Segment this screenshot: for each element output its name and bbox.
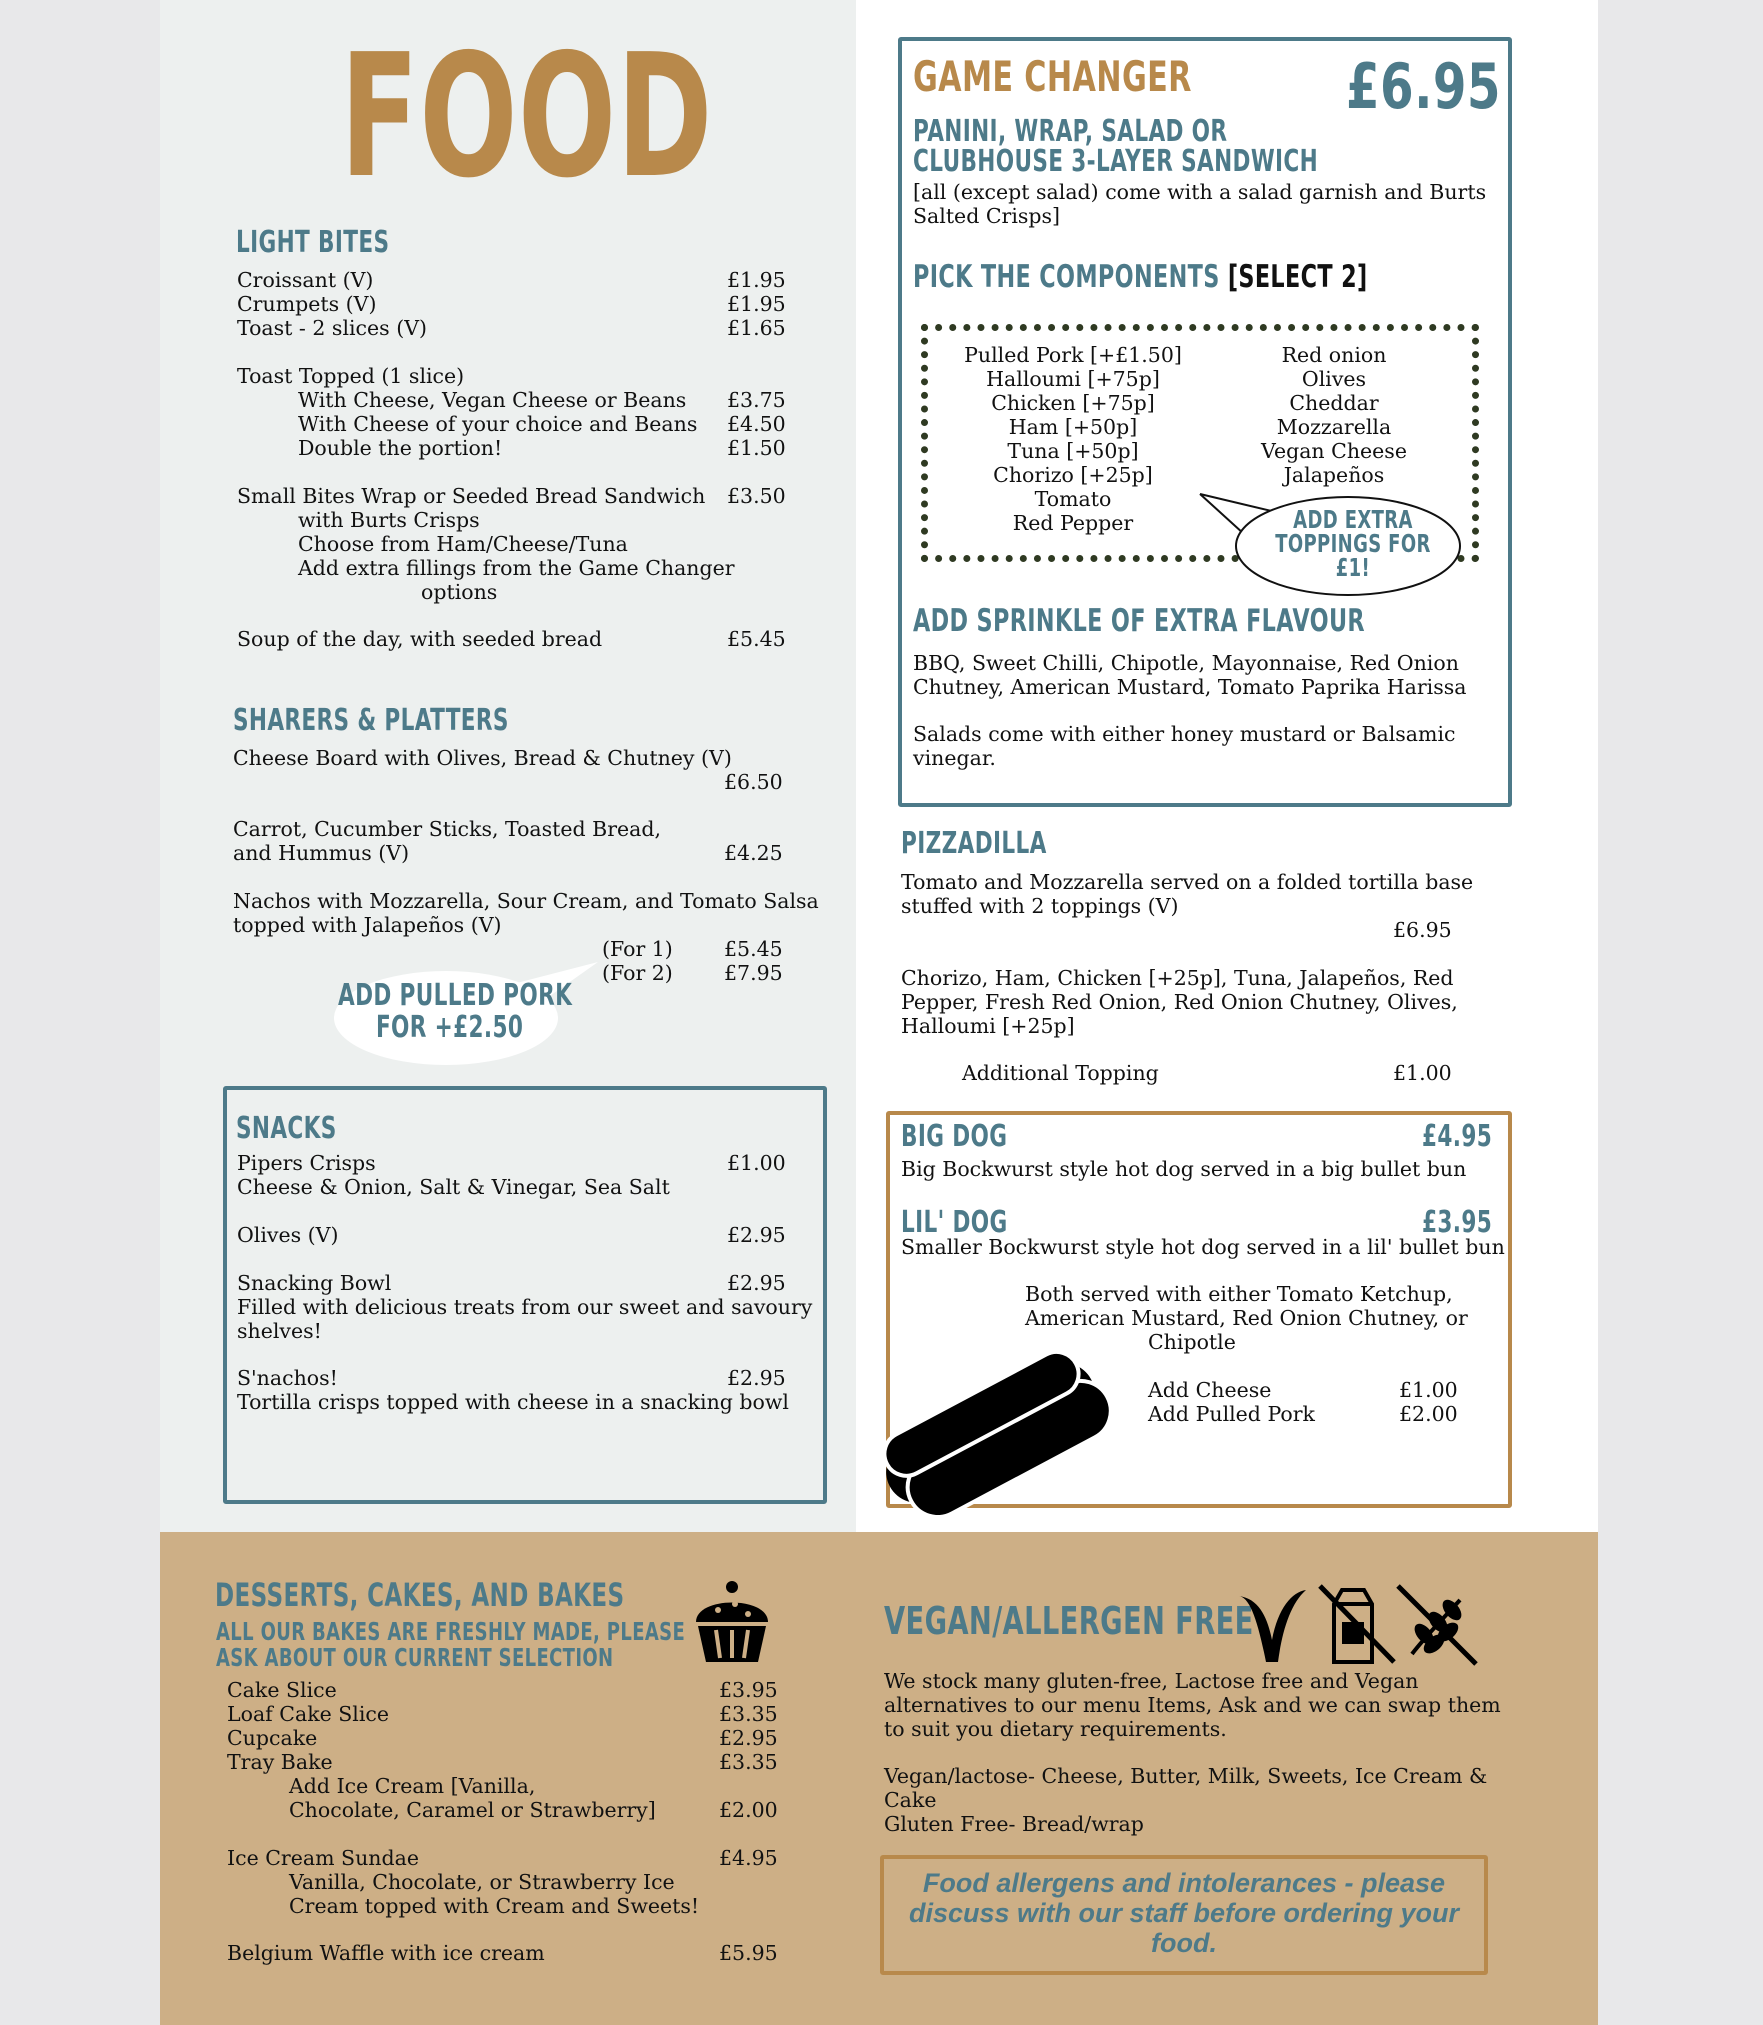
waffle: Belgium Waffle with ice cream (227, 1941, 545, 1965)
pick-label: PICK THE COMPONENTS (913, 259, 1220, 295)
price: £1.95 (727, 268, 786, 292)
small-bites-line: with Burts Crisps (298, 508, 480, 532)
add-ice-cream: Chocolate, Caramel or Strawberry] (289, 1798, 656, 1822)
small-bites-line: Choose from Ham/Cheese/Tuna (298, 532, 628, 556)
price: £2.95 (727, 1223, 786, 1247)
component-item: Olives (1301, 367, 1367, 391)
sprinkle-text: BBQ, Sweet Chilli, Chipotle, Mayonnaise, Red Onion (913, 651, 1459, 675)
pizzadilla-toppings: Pepper, Fresh Red Onion, Red Onion Chutney, Olives, (901, 990, 1458, 1014)
list-item: Loaf Cake Slice (227, 1702, 390, 1726)
list-item: With Cheese, Vegan Cheese or Beans (298, 388, 687, 412)
served-with: Both served with either Tomato Ketchup, (1025, 1282, 1453, 1306)
game-changer-note: [all (except salad) come with a salad garnish and Burts (913, 180, 1487, 204)
small-bites-line: Add extra fillings from the Game Changer (298, 556, 735, 580)
pizzadilla-desc: Tomato and Mozzarella served on a folded tortilla base (901, 870, 1474, 894)
price: £3.75 (727, 388, 786, 412)
price: £3.95 (719, 1678, 778, 1702)
notice-line: food. (1151, 1928, 1217, 1958)
price: £3.35 (719, 1702, 778, 1726)
bowl-desc: Filled with delicious treats from our sweet and savoury (237, 1295, 813, 1319)
nachos-for2: (For 2) (602, 961, 673, 985)
price: £4.25 (724, 841, 783, 865)
sharers-heading: SHARERS & PLATTERS (233, 703, 509, 738)
price: £3.50 (727, 484, 786, 508)
sundae-desc: Cream topped with Cream and Sweets! (289, 1894, 700, 1918)
additional-topping: Additional Topping (962, 1061, 1159, 1085)
select-label: [SELECT 2] (1227, 259, 1368, 295)
list-item: With Cheese of your choice and Beans (298, 412, 698, 436)
extra-toppings-text (1268, 505, 1438, 582)
component-item: Halloumi [+75p] (986, 367, 1160, 391)
price: £4.95 (719, 1846, 778, 1870)
price: £2.00 (1399, 1402, 1458, 1426)
component-item: Pulled Pork [+£1.50] (964, 343, 1182, 367)
pizzadilla-toppings: Halloumi [+25p] (901, 1014, 1075, 1038)
desserts-heading: DESSERTS, CAKES, AND BAKES (215, 1576, 625, 1614)
bubble-line: ADD EXTRA (1293, 505, 1413, 534)
add-pulled-pork: Add Pulled Pork (1148, 1402, 1315, 1426)
component-item: Vegan Cheese (1261, 439, 1407, 463)
carrot-line: and Hummus (V) (233, 841, 410, 865)
lil-dog-desc: Smaller Bockwurst style hot dog served in a lil' bullet bun (901, 1235, 1505, 1259)
price: £1.00 (727, 1151, 786, 1175)
salads-text: vinegar. (913, 746, 996, 770)
price: £6.95 (1393, 918, 1452, 942)
no-milk-icon (1316, 1582, 1398, 1666)
vegan-v-icon (1236, 1582, 1308, 1666)
game-changer-sub: CLUBHOUSE 3-LAYER SANDWICH (913, 144, 1319, 179)
light-bites-heading: LIGHT BITES (236, 225, 390, 260)
price: £5.95 (719, 1941, 778, 1965)
component-item: Red Pepper (1012, 511, 1134, 535)
pipers-desc: Cheese & Onion, Salt & Vinegar, Sea Salt (237, 1175, 670, 1199)
sundae: Ice Cream Sundae (227, 1846, 419, 1870)
list-item: Double the portion! (298, 436, 503, 460)
snachos-desc: Tortilla crisps topped with cheese in a snacking bowl (237, 1390, 789, 1414)
vegan-text: to suit you dietary requirements. (884, 1717, 1227, 1741)
carrot-line: Carrot, Cucumber Sticks, Toasted Bread, (233, 817, 662, 841)
price: £4.50 (727, 412, 786, 436)
big-dog-price: £4.95 (1422, 1119, 1493, 1154)
small-bites-line: options (421, 580, 498, 604)
game-changer-sub: PANINI, WRAP, SALAD OR (913, 114, 1228, 149)
cheese-board: Cheese Board with Olives, Bread & Chutney (V) (233, 746, 732, 770)
notice-line: discuss with our staff before ordering your (908, 1898, 1460, 1928)
bubble-line: ADD PULLED PORK (338, 978, 573, 1013)
price: £1.50 (727, 436, 786, 460)
game-changer-heading: GAME CHANGER (913, 52, 1192, 101)
pizzadilla-desc: stuffed with 2 toppings (V) (901, 894, 1179, 918)
snacking-bowl: Snacking Bowl (237, 1271, 392, 1295)
component-item: Jalapeños (1283, 463, 1385, 487)
price: £1.65 (727, 316, 786, 340)
price: £5.45 (727, 627, 786, 651)
pick-heading (913, 260, 1368, 294)
price: £2.95 (727, 1271, 786, 1295)
bubble-line: FOR +£2.50 (375, 1010, 524, 1045)
components-col-2 (1240, 343, 1428, 487)
price: £1.95 (727, 292, 786, 316)
big-dog-desc: Big Bockwurst style hot dog served in a big bullet bun (901, 1157, 1467, 1181)
no-gluten-icon (1394, 1582, 1480, 1666)
list-item: Cake Slice (227, 1678, 337, 1702)
small-bites: Small Bites Wrap or Seeded Bread Sandwich (237, 484, 706, 508)
bubble-line: TOPPINGS FOR (1275, 529, 1431, 558)
price: £3.35 (719, 1750, 778, 1774)
list-item: Croissant (V) (237, 268, 374, 292)
component-item: Tomato (1034, 487, 1112, 511)
list-item: Toast - 2 slices (V) (237, 316, 428, 340)
desserts-sub: ALL OUR BAKES ARE FRESHLY MADE, PLEASE (216, 1617, 686, 1646)
component-item: Chorizo [+25p] (993, 463, 1153, 487)
price: £1.00 (1393, 1061, 1452, 1085)
vegan-text: alternatives to our menu Items, Ask and we can swap them (884, 1693, 1501, 1717)
vegan-lactose: Vegan/lactose- Cheese, Butter, Milk, Sweets, Ice Cream & (884, 1764, 1488, 1788)
list-item: Cupcake (227, 1726, 318, 1750)
component-item: Ham [+50p] (1008, 415, 1138, 439)
sprinkle-text: Chutney, American Mustard, Tomato Paprika Harissa (913, 675, 1467, 699)
components-col-1 (948, 343, 1198, 535)
pizzadilla-toppings: Chorizo, Ham, Chicken [+25p], Tuna, Jalapeños, Red (901, 966, 1454, 990)
lil-dog-price: £3.95 (1422, 1205, 1493, 1240)
hotdog-icon (870, 1350, 1110, 1515)
served-with: Chipotle (1148, 1330, 1236, 1354)
vegan-lactose: Cake (884, 1788, 937, 1812)
game-changer-price: £6.95 (1346, 50, 1501, 123)
price: £2.95 (719, 1726, 778, 1750)
lil-dog-heading: LIL' DOG (901, 1205, 1008, 1240)
allergen-notice (884, 1868, 1484, 1958)
soup: Soup of the day, with seeded bread (237, 627, 603, 651)
snachos: S'nachos! (237, 1366, 338, 1390)
nachos-line: Nachos with Mozzarella, Sour Cream, and Tomato Salsa (233, 889, 819, 913)
bowl-desc: shelves! (237, 1319, 322, 1343)
notice-line: Food allergens and intolerances - please (922, 1868, 1446, 1898)
big-dog-heading: BIG DOG (901, 1119, 1008, 1154)
add-ice-cream: Add Ice Cream [Vanilla, (289, 1774, 536, 1798)
olives: Olives (V) (237, 1223, 339, 1247)
cupcake-icon (690, 1578, 774, 1664)
pipers: Pipers Crisps (237, 1151, 376, 1175)
sundae-desc: Vanilla, Chocolate, or Strawberry Ice (289, 1870, 675, 1894)
component-item: Red onion (1281, 343, 1387, 367)
nachos-line: topped with Jalapeños (V) (233, 913, 502, 937)
salads-text: Salads come with either honey mustard or Balsamic (913, 722, 1456, 746)
list-item: Tray Bake (227, 1750, 333, 1774)
vegan-heading: VEGAN/ALLERGEN FREE (884, 1599, 1254, 1643)
price: £2.95 (727, 1366, 786, 1390)
game-changer-note: Salted Crisps] (913, 204, 1061, 228)
sprinkle-heading: ADD SPRINKLE OF EXTRA FLAVOUR (913, 603, 1365, 639)
pizzadilla-heading: PIZZADILLA (901, 826, 1047, 861)
price: £2.00 (719, 1798, 778, 1822)
component-item: Mozzarella (1276, 415, 1392, 439)
add-cheese: Add Cheese (1148, 1378, 1272, 1402)
nachos-for1: (For 1) (602, 937, 673, 961)
desserts-sub: ASK ABOUT OUR CURRENT SELECTION (216, 1643, 614, 1672)
component-item: Tuna [+50p] (1007, 439, 1139, 463)
served-with: American Mustard, Red Onion Chutney, or (1025, 1306, 1468, 1330)
vegan-text: We stock many gluten-free, Lactose free and Vegan (884, 1669, 1419, 1693)
list-item: Crumpets (V) (237, 292, 377, 316)
snacks-heading: SNACKS (236, 1111, 337, 1146)
component-item: Cheddar (1289, 391, 1379, 415)
bubble-text (338, 978, 573, 1045)
bubble-line: £1! (1335, 553, 1371, 582)
page-title: FOOD (340, 18, 713, 216)
component-item: Chicken [+75p] (991, 391, 1155, 415)
price: £1.00 (1399, 1378, 1458, 1402)
price: £5.45 (724, 937, 783, 961)
toast-topped: Toast Topped (1 slice) (237, 364, 465, 388)
price: £6.50 (724, 770, 783, 794)
gluten-free: Gluten Free- Bread/wrap (884, 1812, 1144, 1836)
price: £7.95 (724, 961, 783, 985)
